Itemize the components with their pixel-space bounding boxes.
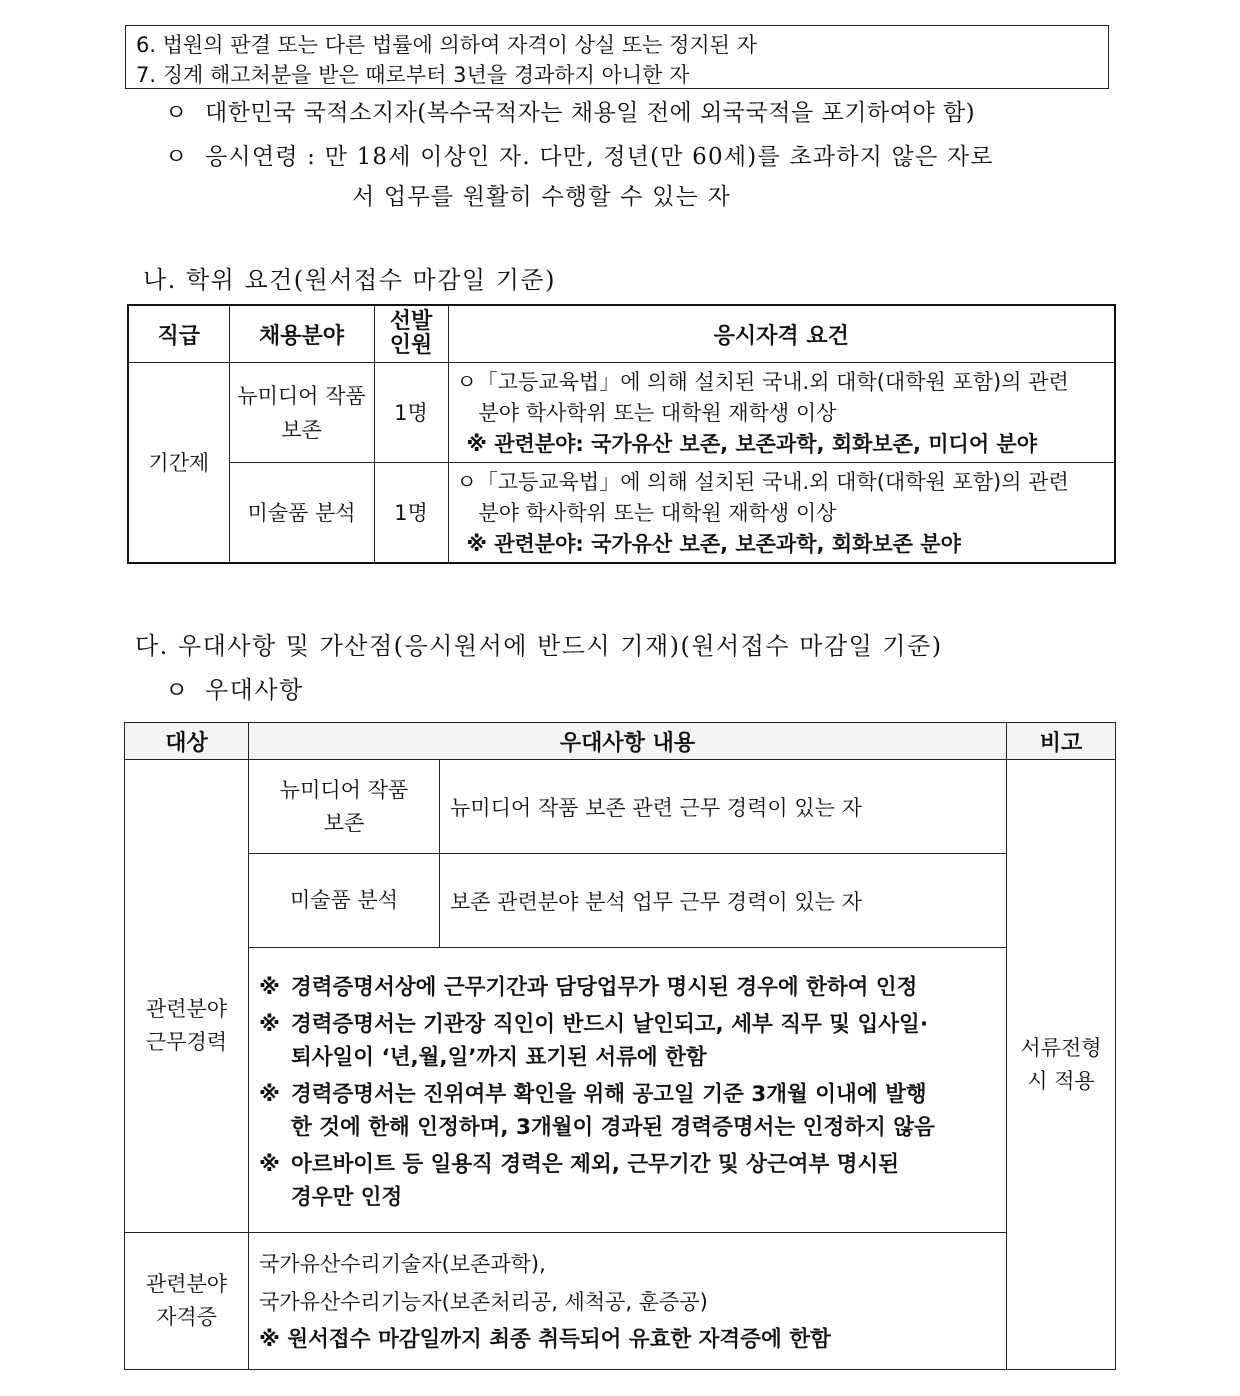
bullet-marker: ㅇ [165,144,189,170]
nationality-bullet [165,94,975,127]
target-certificate: 관련분야 자격증 [125,1233,249,1370]
table-row [128,463,1115,564]
requirement-cell: ㅇ「고등교육법」에 의해 설치된 국내.외 대학(대학원 포함)의 관련 분야 학사학위 또는 대학원 재학생 이상 ※ 관련분야: 국가유산 보존, 보존과학, 회화보존 분야 [448,463,1115,564]
content-cell: 보존 관련분야 분석 업무 근무 경력이 있는 자 [440,854,1007,948]
table-row [125,948,1116,1233]
experience-note: ※ 경력증명서는 진위여부 확인을 위해 공고일 기준 3개월 이내에 발행 한 것에 한해 인정하며, 3개월이 경과된 경력증명서는 인정하지 않음 [259,1081,935,1140]
table-row [125,760,1116,854]
target-experience: 관련분야 근무경력 [125,760,249,1233]
nationality-text: 대한민국 국적소지자(복수국적자는 채용일 전에 외국국적을 포기하여야 함) [205,100,976,126]
table-row [125,1233,1116,1370]
table-row [125,854,1116,948]
preference-table [124,722,1116,1370]
field-cell: 미술품 분석 [249,854,440,948]
disqualification-box [125,25,1109,89]
header-requirement: 응시자격 요건 [448,305,1115,363]
count-cell: 1명 [374,463,448,564]
grade-cell: 기간제 [128,363,229,564]
header-grade: 직급 [128,305,229,363]
age-text-line1: 응시연령 : 만 18세 이상인 자. 다만, 정년(만 60세)를 초과하지 않은 자로 [205,144,994,170]
degree-requirements-table [127,304,1116,564]
degree-table-header [128,305,1115,363]
disqualification-item-7: 7. 징계 해고처분을 받은 때로부터 3년을 경과하지 아니한 자 [136,63,690,87]
header-field: 채용분야 [229,305,374,363]
section-degree-title: 나. 학위 요건(원서접수 마감일 기준) [143,266,556,294]
bullet-marker: ㅇ [165,100,188,126]
header-note: 비고 [1007,723,1116,760]
table-row [128,363,1115,463]
field-cell: 뉴미디어 작품 보존 [249,760,440,854]
experience-note: ※ 경력증명서는 기관장 직인이 반드시 날인되고, 세부 직무 및 입사일· 퇴사일이 ‘년,월,일’까지 표기된 서류에 한함 [259,1011,928,1070]
bullet-marker: ㅇ [165,676,190,704]
age-bullet [165,138,994,171]
count-cell: 1명 [374,363,448,463]
field-cell: 뉴미디어 작품 보존 [229,363,374,463]
requirement-cell: ㅇ「고등교육법」에 의해 설치된 국내.외 대학(대학원 포함)의 관련 분야 학사학위 또는 대학원 재학생 이상 ※ 관련분야: 국가유산 보존, 보존과학, 회화보존, 미디어 분야 [448,363,1115,463]
certificate-content: 국가유산수리기술자(보존과학), 국가유산수리기능자(보존처리공, 세척공, 훈증공) ※ 원서접수 마감일까지 최종 취득되어 유효한 자격증에 한함 [249,1233,1007,1370]
experience-note: ※ 경력증명서상에 근무기간과 담당업무가 명시된 경우에 한하여 인정 [259,974,918,1000]
remark-cell: 서류전형 시 적용 [1007,760,1116,1370]
preference-table-header [125,723,1116,760]
age-text-line2: 서 업무를 원활히 수행할 수 있는 자 [352,184,731,210]
section-preference-title: 다. 우대사항 및 가산점(응시원서에 반드시 기재)(원서접수 마감일 기준) [135,632,943,660]
header-count: 선발 인원 [374,305,448,363]
experience-notes [249,948,1007,1233]
header-content: 우대사항 내용 [249,723,1007,760]
content-cell: 뉴미디어 작품 보존 관련 근무 경력이 있는 자 [440,760,1007,854]
disqualification-item-6: 6. 법원의 판결 또는 다른 법률에 의하여 자격이 상실 또는 정지된 자 [136,33,757,57]
preference-subtitle: ㅇ 우대사항 [165,670,304,705]
experience-note: ※ 아르바이트 등 일용직 경력은 제외, 근무기간 및 상근여부 명시된 경우만 인정 [259,1151,900,1210]
header-target: 대상 [125,723,249,760]
field-cell: 미술품 분석 [229,463,374,564]
